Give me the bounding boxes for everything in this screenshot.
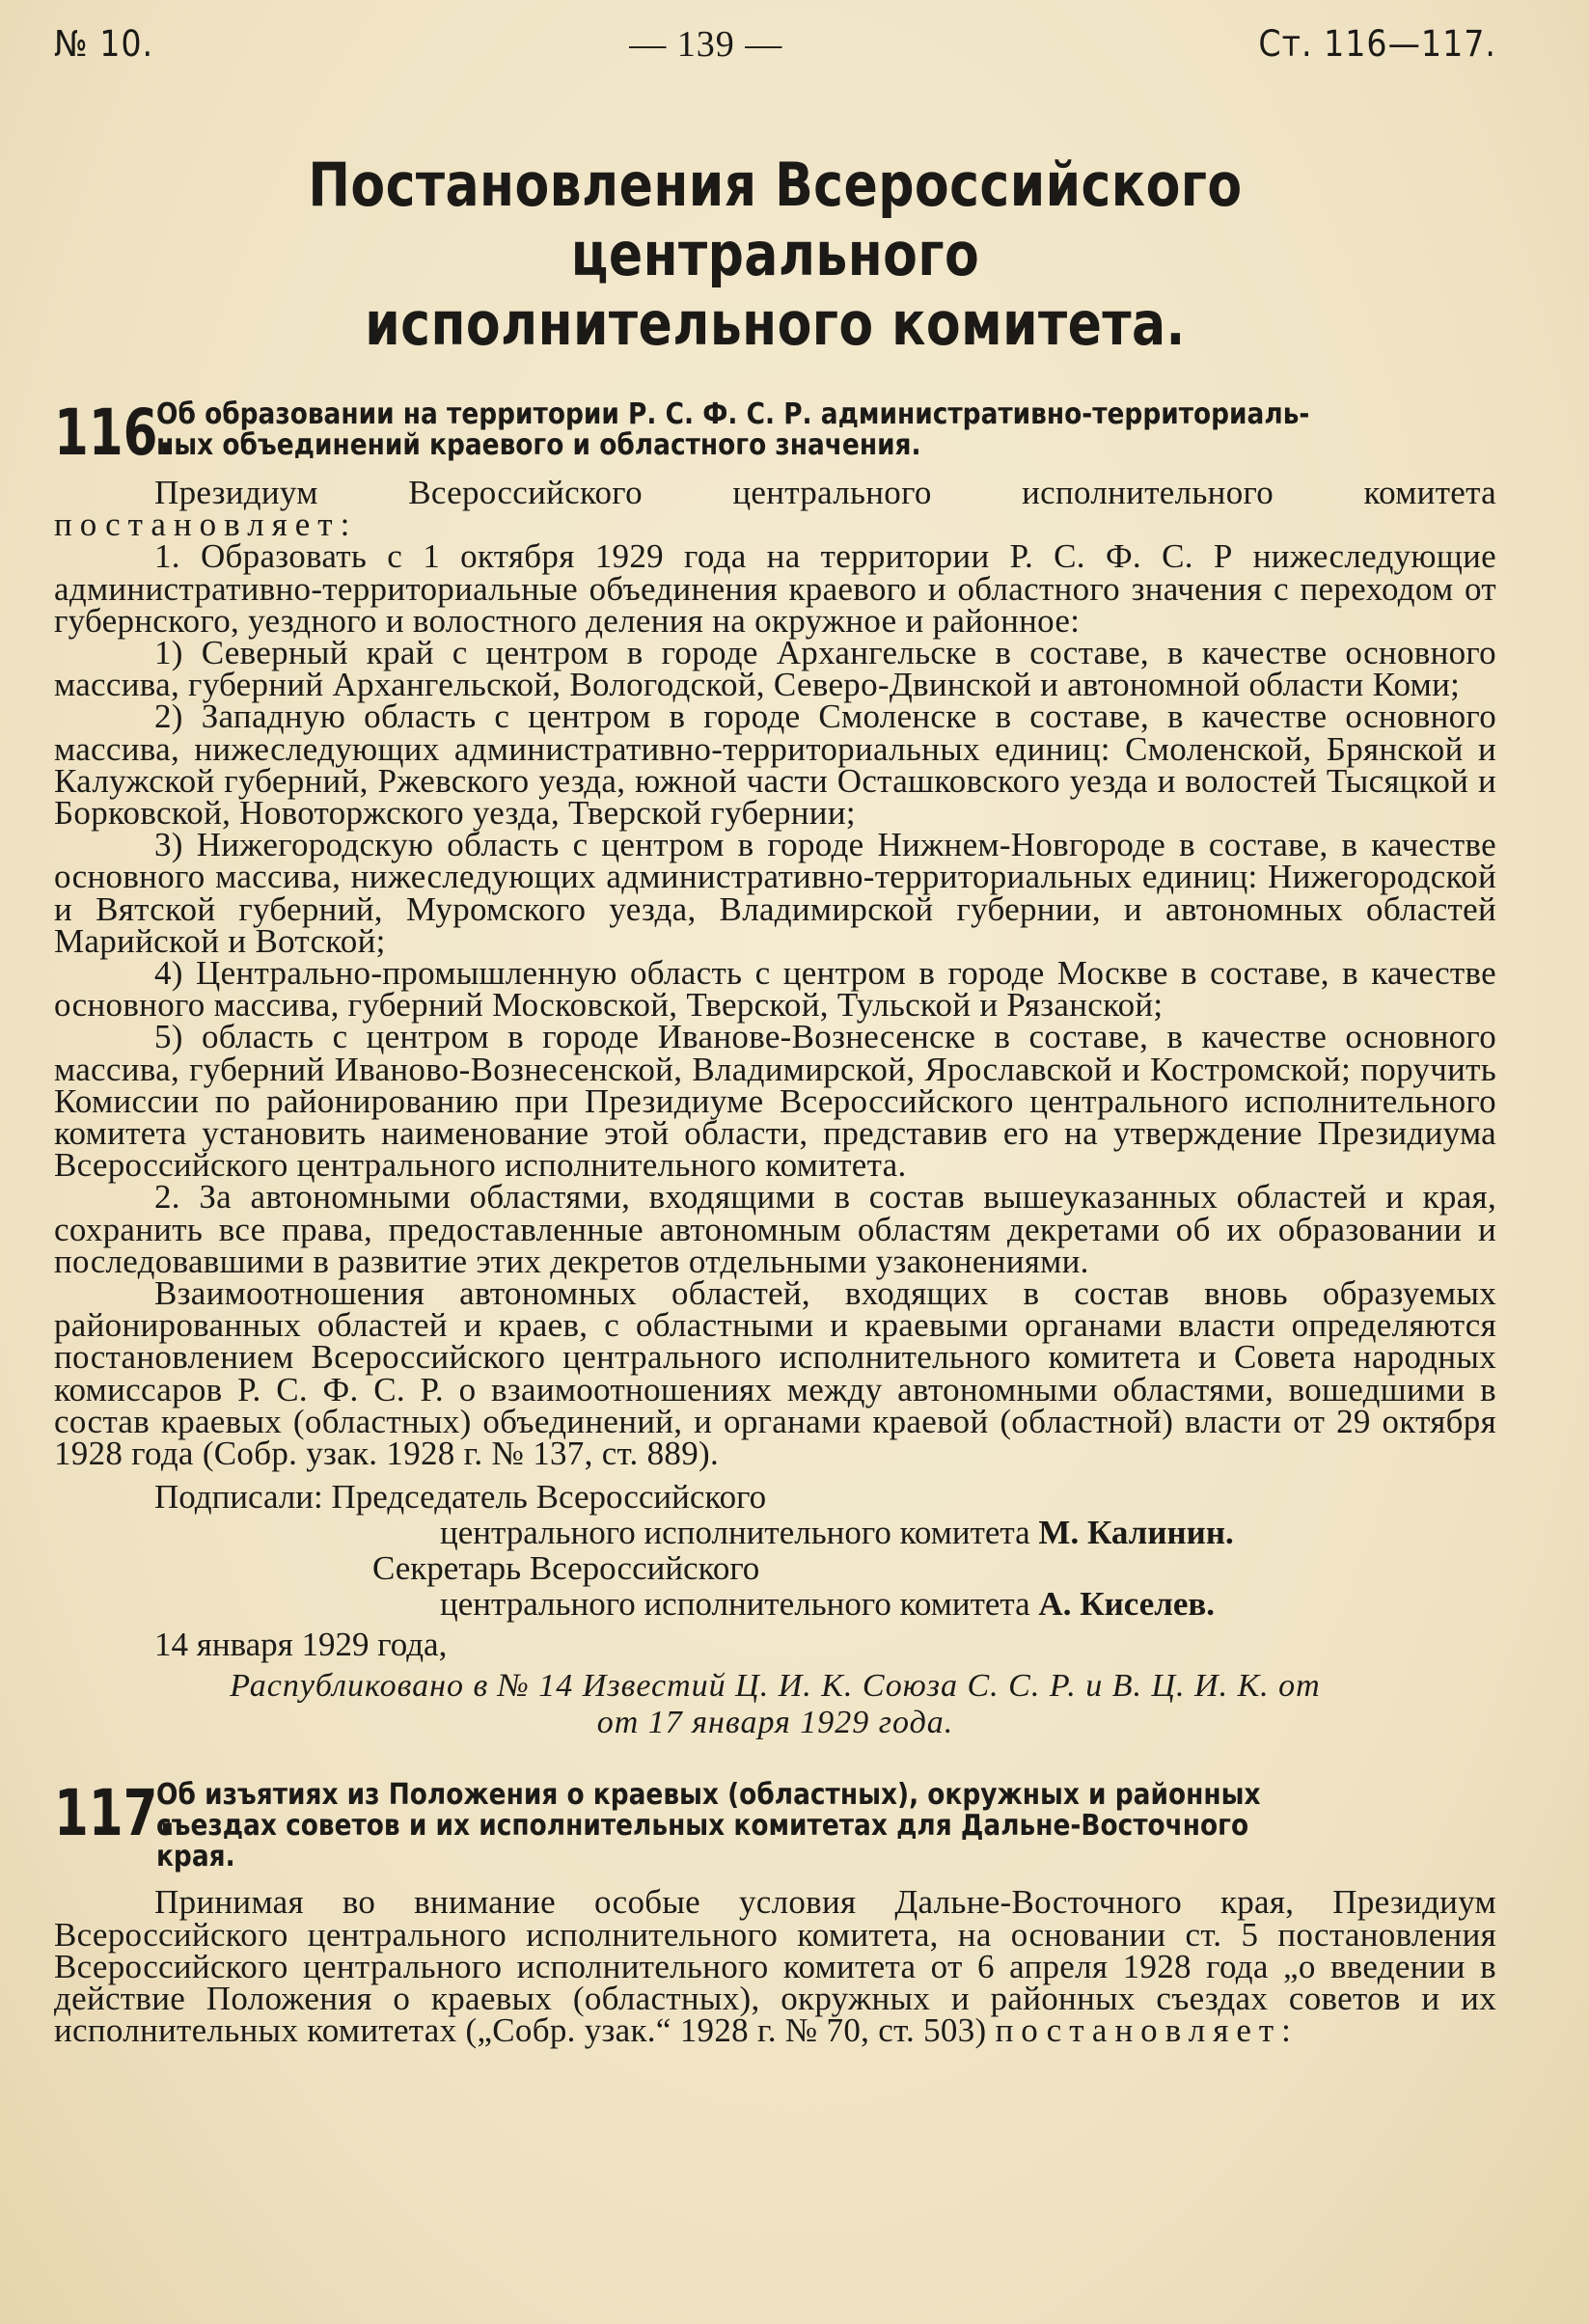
- decree-date: 14 января 1929 года,: [154, 1626, 448, 1664]
- intro-line: Президиум Всероссийского центрального исполнительного комитета: [154, 474, 1496, 511]
- signature-role-secretary: центрального исполнительного комитета: [440, 1585, 1039, 1624]
- article-116-caption: [156, 399, 1335, 461]
- signer-kiselev: А. Киселев.: [1038, 1585, 1216, 1624]
- subitem-3: 3) Нижегородскую область с центром в городе Нижнем-Новгороде в составе, в качестве основного массива, нижеследующих административно-территориальных единиц: Нижегородской и Вятской губерний, Муромского уезда, Владимирской губернии, и автономных областей Марийской и Вотской;: [54, 826, 1496, 960]
- paragraph-2: 2. За автономными областями, входящими в состав вышеуказанных областей и края, сохранить все права, предоставленные автономным областям декретами об их образовании и последовавшими в развитие этих декретов отдельными узаконениями.: [54, 1178, 1496, 1280]
- issue-number: № 10.: [54, 23, 154, 65]
- article-117-text: Принимая во внимание особые условия Дальне-Восточного края, Президиум Всероссийского центрального исполнительного комитета, на основании ст. 5 постановления Всероссийского центрального исполнительного комитета от 6 апреля 1928 года „о введении в действие Положения о краевых (областных), окружных и районных съездах советов и их исполнительных комитетах („Собр. узак.“ 1928 г. № 70, ст. 503): [54, 1883, 1496, 2050]
- subitem-1: 1) Северный край с центром в городе Архангельске в составе, в качестве основного массива, губерний Архангельской, Вологодской, Северо-Двинской и автономной области Коми;: [54, 634, 1496, 704]
- publication-note-line-2: от 17 января 1929 года.: [596, 1705, 954, 1741]
- article-117-body: [54, 1883, 1496, 2050]
- article-116-heading: [54, 396, 1496, 470]
- publication-note-line-1: Распубликовано в № 14 Известий Ц. И. К. Союза С. С. Р. и В. Ц. И. К. от: [230, 1668, 1321, 1705]
- subitem-4: 4) Центрально-промышленную область с центром в городе Москве в составе, в качестве основного массива, губерний Московской, Тверской, Тульской и Рязанской;: [54, 954, 1496, 1025]
- section-title-line-2: исполнительного комитета.: [365, 288, 1186, 359]
- paragraph-1: 1. Образовать с 1 октября 1929 года на территории Р. С. Ф. С. Р нижеследующие административно-территориальные объединения краевого и областного значения с переходом от губернского, уездного и волостного деления на окружное и районное:: [54, 537, 1496, 640]
- subitem-2: 2) Западную область с центром в городе Смоленске в составе, в качестве основного массива, нижеследующих административно-территориальных единиц: Смоленской, Брянской и Калужской губерний, Ржевского уезда, южной части Осташковского уезда и волостей Тысяцкой и Борковской, Новоторжского уезда, Тверской губернии;: [54, 697, 1496, 833]
- section-title-line-1: Постановления Всероссийского центрального: [308, 150, 1243, 289]
- article-117-heading: [54, 1776, 1496, 1874]
- signature-line-1: Подписали: Председатель Всероссийского: [154, 1478, 767, 1517]
- article-117-number: 117.: [54, 1776, 178, 1851]
- signature-role-chairman: центрального исполнительного комитета: [440, 1514, 1039, 1552]
- signature-line-4: [54, 1586, 1496, 1622]
- article-117-decree-word: постановляет:: [995, 2011, 1299, 2050]
- article-117-caption-line-2: съездах советов и их исполнительных комитетах для Дальне-Восточного края.: [156, 1809, 1249, 1874]
- article-117: [54, 1776, 1496, 2050]
- signatures: [54, 1479, 1496, 1622]
- signature-line-2: [54, 1515, 1496, 1550]
- article-116-caption-line-1: Об образовании на территории Р. С. Ф. С. Р. административно-территориаль-: [156, 397, 1310, 431]
- article-116-caption-line-2: ных объединений краевого и областного значения.: [156, 428, 921, 462]
- section-title: [170, 150, 1382, 359]
- article-116-number: 116.: [54, 396, 178, 470]
- article-117-paragraph: [54, 1883, 1496, 2050]
- running-header: [54, 23, 1496, 77]
- publication-note: [54, 1668, 1496, 1741]
- article-116: [54, 396, 1496, 1741]
- subitem-5: 5) область с центром в городе Иванове-Вознесенске в составе, в качестве основного массива, губерний Иваново-Вознесенской, Владимирской, Ярославской и Костромской; поручить Комиссии по районированию при Президиуме Всероссийского центрального исполнительного комитета установить наименование этой области, представив его на утверждение Президиума Всероссийского центрального исполнительного комитета.: [54, 1018, 1496, 1185]
- article-117-caption: [156, 1780, 1335, 1873]
- page-number: — 139 —: [629, 24, 783, 65]
- signer-kalinin: М. Калинин.: [1038, 1514, 1234, 1552]
- article-range: Ст. 116—117.: [1258, 23, 1496, 65]
- decree-word: постановляет:: [54, 506, 358, 544]
- article-116-body: [54, 474, 1496, 1473]
- paragraph-3: Взаимоотношения автономных областей, входящих в состав вновь образуемых районированных областей и краев, с областными и краевыми органами власти определяются постановлением Всероссийского центрального исполнительного комитета и Совета народных комиссаров Р. С. Ф. С. Р. о взаимоотношениях между автономными областями, вошедшими в состав краевых (областных) объединений, и органами краевой (областной) власти от 29 октября 1928 года (Собр. узак. 1928 г. № 137, ст. 889).: [54, 1274, 1496, 1473]
- article-117-caption-line-1: Об изъятиях из Положения о краевых (областных), окружных и районных: [156, 1778, 1261, 1813]
- signature-line-3: Секретарь Всероссийского: [372, 1549, 760, 1588]
